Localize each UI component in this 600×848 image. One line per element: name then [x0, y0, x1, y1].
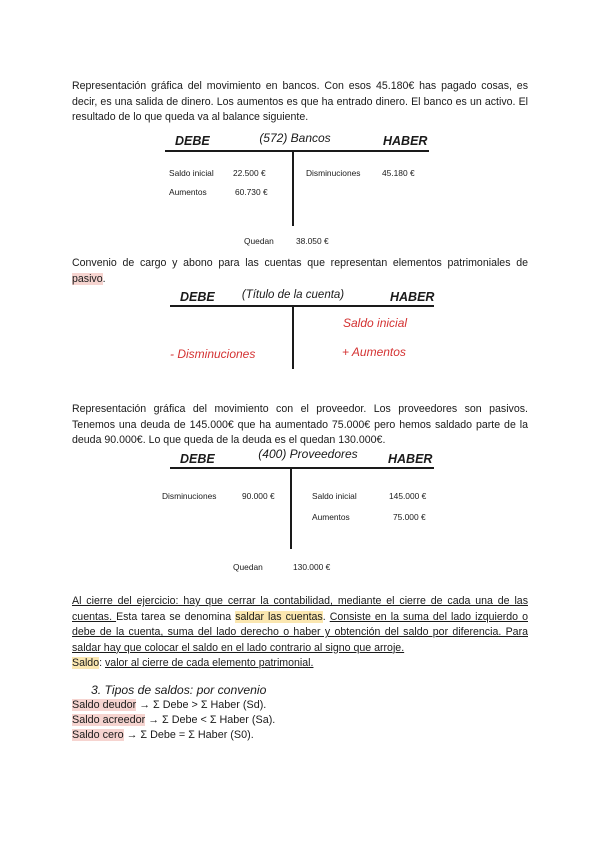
entry-label: Disminuciones — [162, 491, 217, 501]
section-heading: 3. Tipos de saldos: por convenio — [91, 683, 267, 697]
debe-header: DEBE — [180, 290, 215, 304]
saldo-rule — [72, 714, 275, 726]
account-title: (400) Proveedores — [258, 447, 358, 461]
entry-value: 90.000 € — [242, 491, 275, 501]
t-vertical-line — [292, 305, 294, 369]
convenio-text: Convenio de cargo y abono para las cuentas que representan elementos patrimoniales de — [72, 257, 528, 269]
entry-label: Saldo inicial — [169, 168, 214, 178]
haber-header: HABER — [390, 290, 435, 304]
quedan-label: Quedan — [233, 562, 263, 572]
tarea-text: Esta tarea se denomina — [116, 610, 236, 623]
quedan-value: 38.050 € — [296, 236, 329, 246]
consiste-text: Consiste en la suma del lado izquierdo o debe de la cuenta, suma del lado derecho o haber y obtención del saldo por diferencia. Para saldar hay que colocar el saldo en el lado contrario al signo que arroje. — [72, 610, 528, 654]
saldo-definition: valor al cierre de cada elemento patrimonial. — [105, 657, 314, 670]
debe-header: DEBE — [175, 134, 210, 148]
entry-value: 45.180 € — [382, 168, 415, 178]
saldo-rule — [72, 699, 266, 711]
t-vertical-line — [292, 150, 294, 226]
quedan-label: Quedan — [244, 236, 274, 246]
account-title: (Título de la cuenta) — [241, 289, 345, 301]
disminuciones-red: - Disminuciones — [170, 347, 256, 361]
t-vertical-line — [290, 467, 292, 549]
paragraph-bancos: Representación gráfica del movimiento en bancos. Con esos 45.180€ has pagado cosas, es decir, es una salida de dinero. Los aumentos es que ha entrado dinero. El banco es un activo. El resultado de lo que queda va al balance siguiente. — [72, 80, 528, 124]
saldo-highlight: Saldo — [72, 657, 100, 670]
paragraph-convenio — [72, 256, 528, 287]
saldo-rule-text: → Σ Debe = Σ Haber (S0). — [123, 729, 254, 741]
entry-label: Aumentos — [312, 512, 350, 522]
sep: . — [322, 610, 330, 623]
entry-value: 75.000 € — [393, 512, 426, 522]
t-horizontal-line — [170, 305, 434, 307]
haber-header: HABER — [383, 134, 428, 148]
entry-value: 145.000 € — [389, 491, 427, 501]
entry-label: Aumentos — [169, 187, 207, 197]
account-title: (572) Bancos — [259, 131, 331, 145]
cierre-text: Al cierre del ejercicio: hay que cerrar la contabilidad, mediante el cierre de cada una de las cuentas. — [72, 595, 528, 623]
saldo-name: Saldo cero — [72, 729, 124, 741]
saldo-rule-text: → Σ Debe < Σ Haber (Sa). — [145, 714, 276, 726]
saldar-highlight: saldar las cuentas — [235, 610, 323, 623]
debe-header: DEBE — [180, 452, 215, 466]
saldo-inicial-red: Saldo inicial — [343, 316, 408, 330]
entry-label: Disminuciones — [306, 168, 361, 178]
saldo-rule-text: → Σ Debe > Σ Haber (Sd). — [136, 699, 267, 711]
saldo-name: Saldo acreedor — [72, 714, 146, 726]
saldo-rule — [72, 729, 254, 741]
entry-label: Saldo inicial — [312, 491, 357, 501]
aumentos-red: + Aumentos — [342, 345, 406, 359]
period: . — [102, 272, 106, 285]
paragraph-proveedor: Representación gráfica del movimiento con el proveedor. Los proveedores son pasivos. Tenemos una deuda de 145.000€ que ha aumentado 75.000€ pero hemos saldado parte de la deuda 90.000€. Lo que queda de la deuda es el quedan 130.000€. — [72, 403, 528, 447]
entry-value: 22.500 € — [233, 168, 266, 178]
saldo-name: Saldo deudor — [72, 699, 137, 711]
pasivo-highlight: pasivo — [72, 272, 103, 285]
entry-value: 60.730 € — [235, 187, 268, 197]
paragraph-cierre — [72, 594, 528, 672]
t-horizontal-line — [170, 467, 434, 469]
haber-header: HABER — [388, 452, 433, 466]
t-horizontal-line — [165, 150, 429, 152]
colon: : — [99, 657, 105, 670]
quedan-value: 130.000 € — [293, 562, 331, 572]
